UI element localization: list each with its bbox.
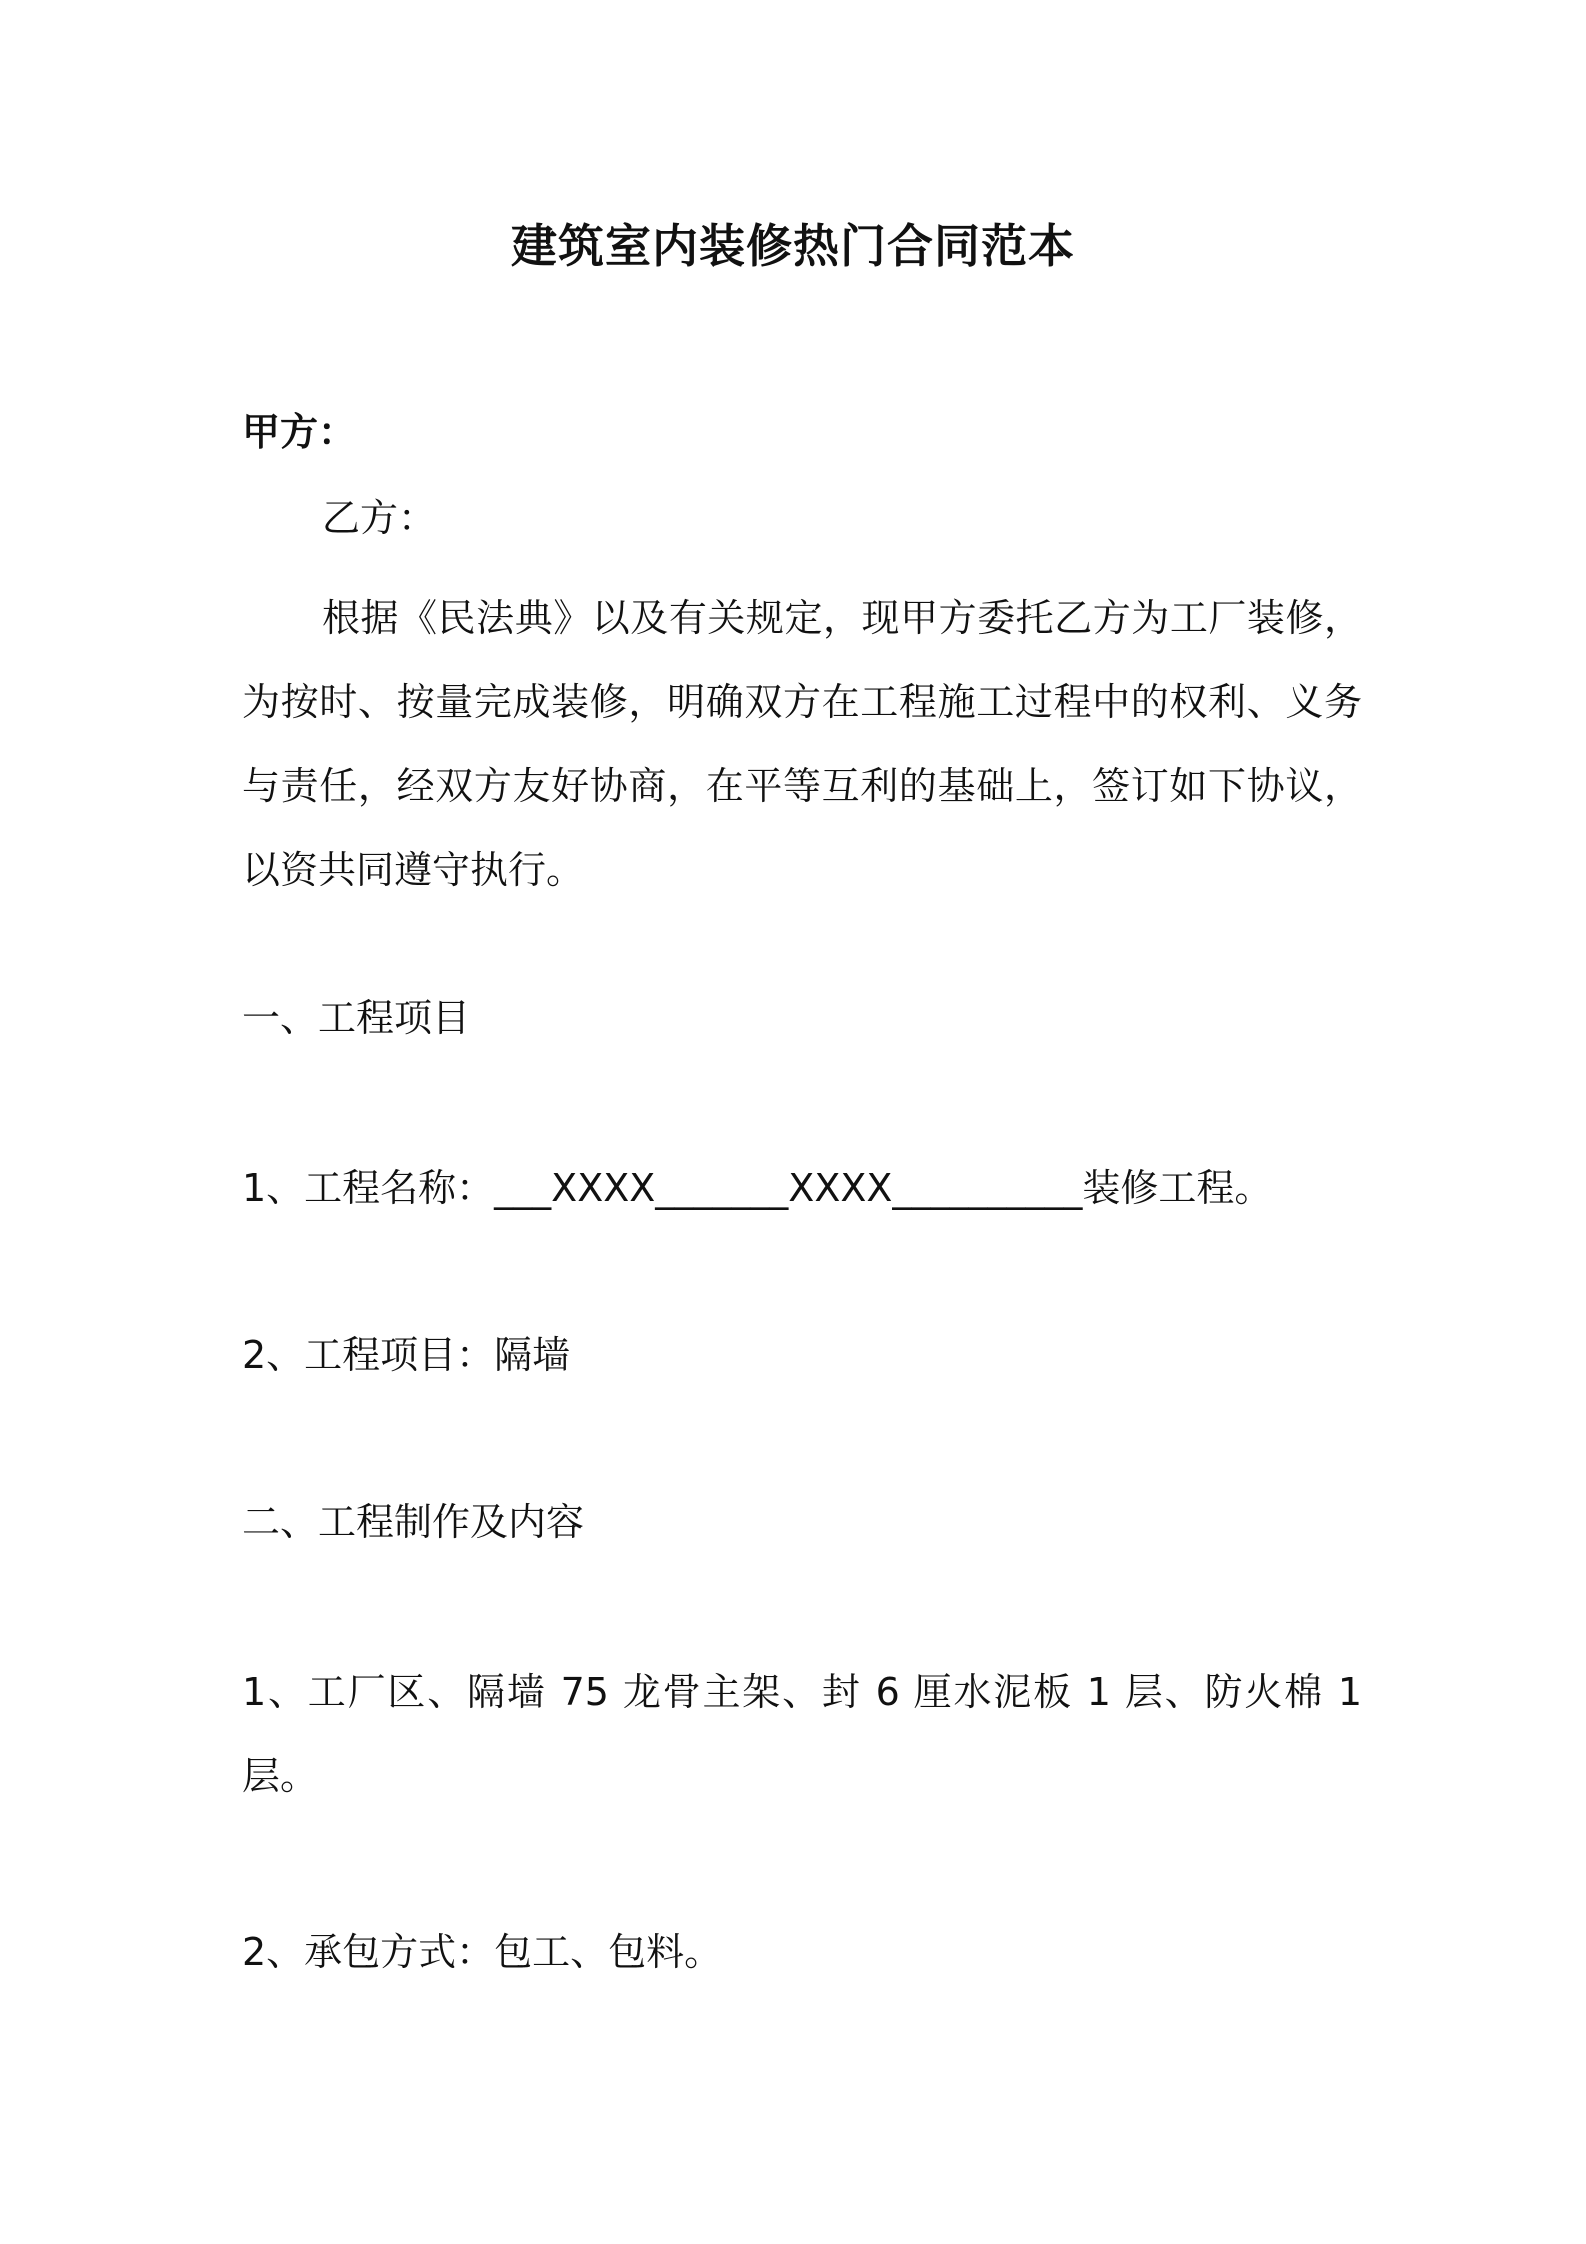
party-b-label: 乙方：	[322, 496, 437, 540]
work-content-paragraph: 1、工厂区、隔墙 75 龙骨主架、封 6 厘水泥板 1 层、防火棉 1 层。	[242, 1670, 1362, 1798]
intro-paragraph: 根据《民法典》以及有关规定，现甲方委托乙方为工厂装修，为按时、按量完成装修，明确双方在工程施工过程中的权利、义务与责任，经双方友好协商，在平等互利的基础上，签订如下协议，以资共同遵守执行。	[242, 596, 1362, 892]
party-a-label: 甲方：	[242, 410, 357, 454]
contract-method-line: 2、承包方式：包工、包料。	[242, 1930, 723, 1974]
section-2-heading: 二、工程制作及内容	[242, 1500, 585, 1544]
document-title: 建筑室内装修热门合同范本	[511, 219, 1075, 273]
section-1-heading: 一、工程项目	[242, 996, 471, 1040]
project-item-line: 2、工程项目：隔墙	[242, 1333, 571, 1377]
project-name-line: 1、工程名称：___XXXX_______XXXX__________装修工程。	[242, 1166, 1273, 1210]
